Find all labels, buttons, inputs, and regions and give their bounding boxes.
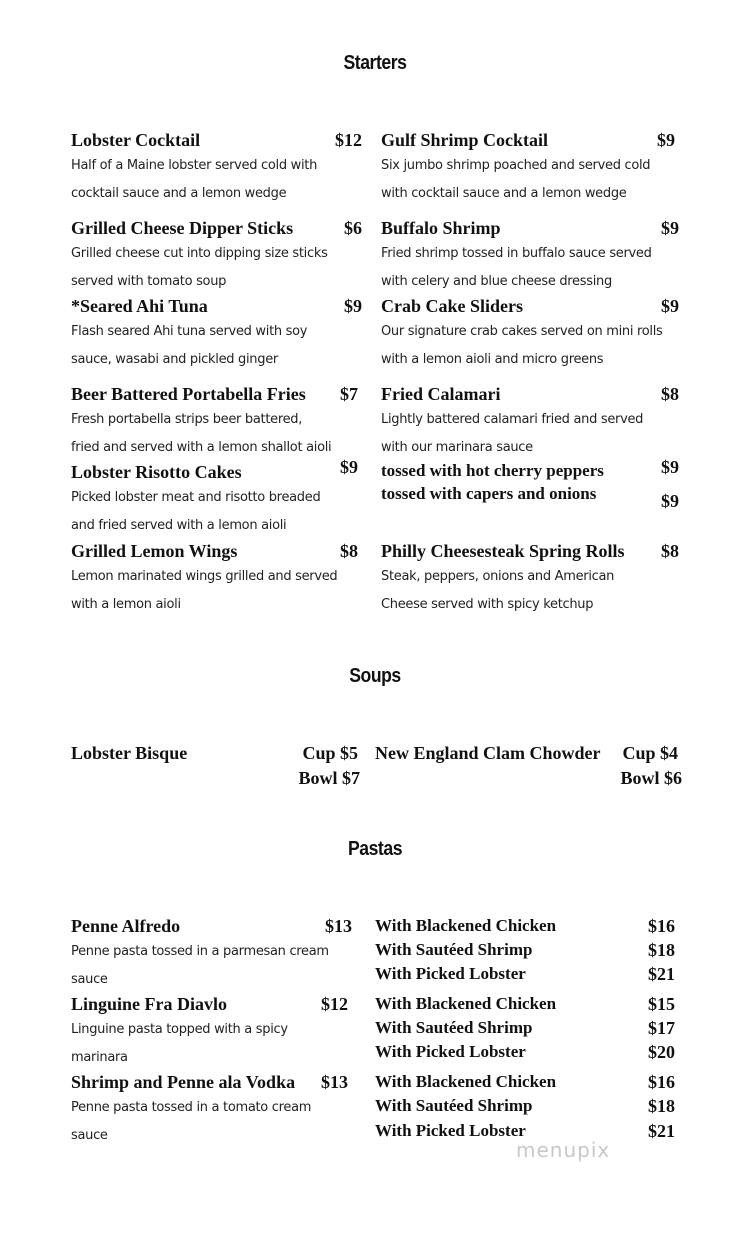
item-desc: Half of a Maine lobster served cold with xyxy=(71,158,318,173)
item-price: $9 xyxy=(661,296,679,316)
menu-item xyxy=(71,294,307,374)
item-price: $9 xyxy=(344,296,362,316)
item-price: $8 xyxy=(340,541,358,561)
item-price: $9 xyxy=(661,218,679,238)
calamari-option-price: $9 xyxy=(661,491,679,511)
item-price: $7 xyxy=(340,384,358,404)
item-name: Buffalo Shrimp xyxy=(381,218,501,238)
soup-cup-price: Cup $4 xyxy=(622,743,678,763)
menu-item xyxy=(381,539,625,619)
item-price: $8 xyxy=(661,384,679,404)
item-desc: served with tomato soup xyxy=(71,274,227,289)
item-desc: Penne pasta tossed in a tomato cream xyxy=(71,1100,312,1115)
item-price: $12 xyxy=(321,994,348,1014)
item-name: Grilled Lemon Wings xyxy=(71,541,238,561)
item-price: $13 xyxy=(325,916,352,936)
item-price: $6 xyxy=(344,218,362,238)
item-name: Linguine Fra Diavlo xyxy=(71,994,228,1014)
item-desc: Six jumbo shrimp poached and served cold xyxy=(381,158,651,173)
soup-name: New England Clam Chowder xyxy=(375,743,601,763)
addon-label: With Sautéed Shrimp xyxy=(375,1018,533,1037)
item-name: *Seared Ahi Tuna xyxy=(71,296,208,316)
menu-item xyxy=(71,992,288,1072)
item-name: Lobster Cocktail xyxy=(71,130,201,150)
item-desc: Penne pasta tossed in a parmesan cream xyxy=(71,944,329,959)
menu-item xyxy=(71,1070,311,1150)
item-desc: sauce xyxy=(71,972,108,987)
addon-label: With Sautéed Shrimp xyxy=(375,1096,533,1115)
item-desc: fried and served with a lemon shallot aioli xyxy=(71,440,332,455)
addon-label: With Blackened Chicken xyxy=(375,916,557,935)
item-desc: Linguine pasta topped with a spicy xyxy=(71,1022,288,1037)
menu-item xyxy=(71,382,331,462)
item-name: Penne Alfredo xyxy=(71,916,181,936)
item-desc: Lightly battered calamari fried and served xyxy=(381,412,644,427)
starters-heading: Starters xyxy=(343,52,407,74)
menu-item xyxy=(71,216,328,296)
pastas-heading: Pastas xyxy=(347,838,403,860)
addon-price: $16 xyxy=(648,916,675,936)
item-name: Grilled Cheese Dipper Sticks xyxy=(71,218,294,238)
item-desc: sauce, wasabi and pickled ginger xyxy=(71,352,278,367)
addon-price: $17 xyxy=(648,1018,675,1038)
addon-price: $20 xyxy=(648,1042,675,1062)
item-desc: Lemon marinated wings grilled and served xyxy=(71,569,338,584)
item-name: Lobster Risotto Cakes xyxy=(71,462,242,482)
addon-price: $21 xyxy=(648,1121,675,1141)
item-desc: Fresh portabella strips beer battered, xyxy=(71,412,303,427)
item-desc: cocktail sauce and a lemon wedge xyxy=(71,186,287,201)
item-price: $12 xyxy=(335,130,362,150)
item-desc: Our signature crab cakes served on mini rolls xyxy=(381,324,663,339)
item-name: Fried Calamari xyxy=(381,384,501,404)
addon-price: $15 xyxy=(648,994,675,1014)
addon-label: With Sautéed Shrimp xyxy=(375,940,533,959)
soup-name: Lobster Bisque xyxy=(71,743,188,763)
soups-heading: Soups xyxy=(349,665,401,687)
item-desc: and fried served with a lemon aioli xyxy=(71,518,287,533)
soup-cup-price: Cup $5 xyxy=(302,743,358,763)
menu-item xyxy=(381,128,650,208)
item-price: $9 xyxy=(657,130,675,150)
addon-price: $16 xyxy=(648,1072,675,1092)
addon-label: With Picked Lobster xyxy=(375,1121,526,1140)
item-desc: sauce xyxy=(71,1128,108,1143)
menu-item xyxy=(71,539,337,619)
soup-bowl-price: Bowl $7 xyxy=(298,768,360,788)
menu-item xyxy=(381,382,643,462)
item-desc: Steak, peppers, onions and American xyxy=(381,569,615,584)
item-name: Gulf Shrimp Cocktail xyxy=(381,130,549,150)
item-desc: Flash seared Ahi tuna served with soy xyxy=(71,324,308,339)
soup-bowl-price: Bowl $6 xyxy=(620,768,682,788)
item-name: Philly Cheesesteak Spring Rolls xyxy=(381,541,625,561)
item-desc: Fried shrimp tossed in buffalo sauce served xyxy=(381,246,652,261)
addon-label: With Blackened Chicken xyxy=(375,994,557,1013)
item-desc: marinara xyxy=(71,1050,128,1065)
calamari-option: tossed with capers and onions xyxy=(381,484,597,503)
item-desc: with a lemon aioli and micro greens xyxy=(381,352,604,367)
addon-price: $18 xyxy=(648,1096,675,1116)
menupix-watermark: menupix xyxy=(516,1138,611,1162)
item-desc: with celery and blue cheese dressing xyxy=(381,274,612,289)
item-price: $13 xyxy=(321,1072,348,1092)
calamari-option-price: $9 xyxy=(661,457,679,477)
addon-label: With Picked Lobster xyxy=(375,1042,526,1061)
item-name: Crab Cake Sliders xyxy=(381,296,524,316)
calamari-option: tossed with hot cherry peppers xyxy=(381,461,604,480)
item-price: $8 xyxy=(661,541,679,561)
addon-label: With Blackened Chicken xyxy=(375,1072,557,1091)
item-price: $9 xyxy=(340,457,358,477)
item-desc: Grilled cheese cut into dipping size sticks xyxy=(71,246,328,261)
item-desc: Cheese served with spicy ketchup xyxy=(381,597,594,612)
item-name: Beer Battered Portabella Fries xyxy=(71,384,306,404)
item-desc: with a lemon aioli xyxy=(71,597,181,612)
menu-item xyxy=(381,216,652,296)
addon-price: $21 xyxy=(648,964,675,984)
item-desc: with our marinara sauce xyxy=(381,440,533,455)
item-desc: with cocktail sauce and a lemon wedge xyxy=(381,186,627,201)
addon-price: $18 xyxy=(648,940,675,960)
menu-item xyxy=(71,128,317,208)
item-desc: Picked lobster meat and risotto breaded xyxy=(71,490,321,505)
menu-item xyxy=(71,460,320,540)
addon-label: With Picked Lobster xyxy=(375,964,526,983)
item-name: Shrimp and Penne ala Vodka xyxy=(71,1072,296,1092)
